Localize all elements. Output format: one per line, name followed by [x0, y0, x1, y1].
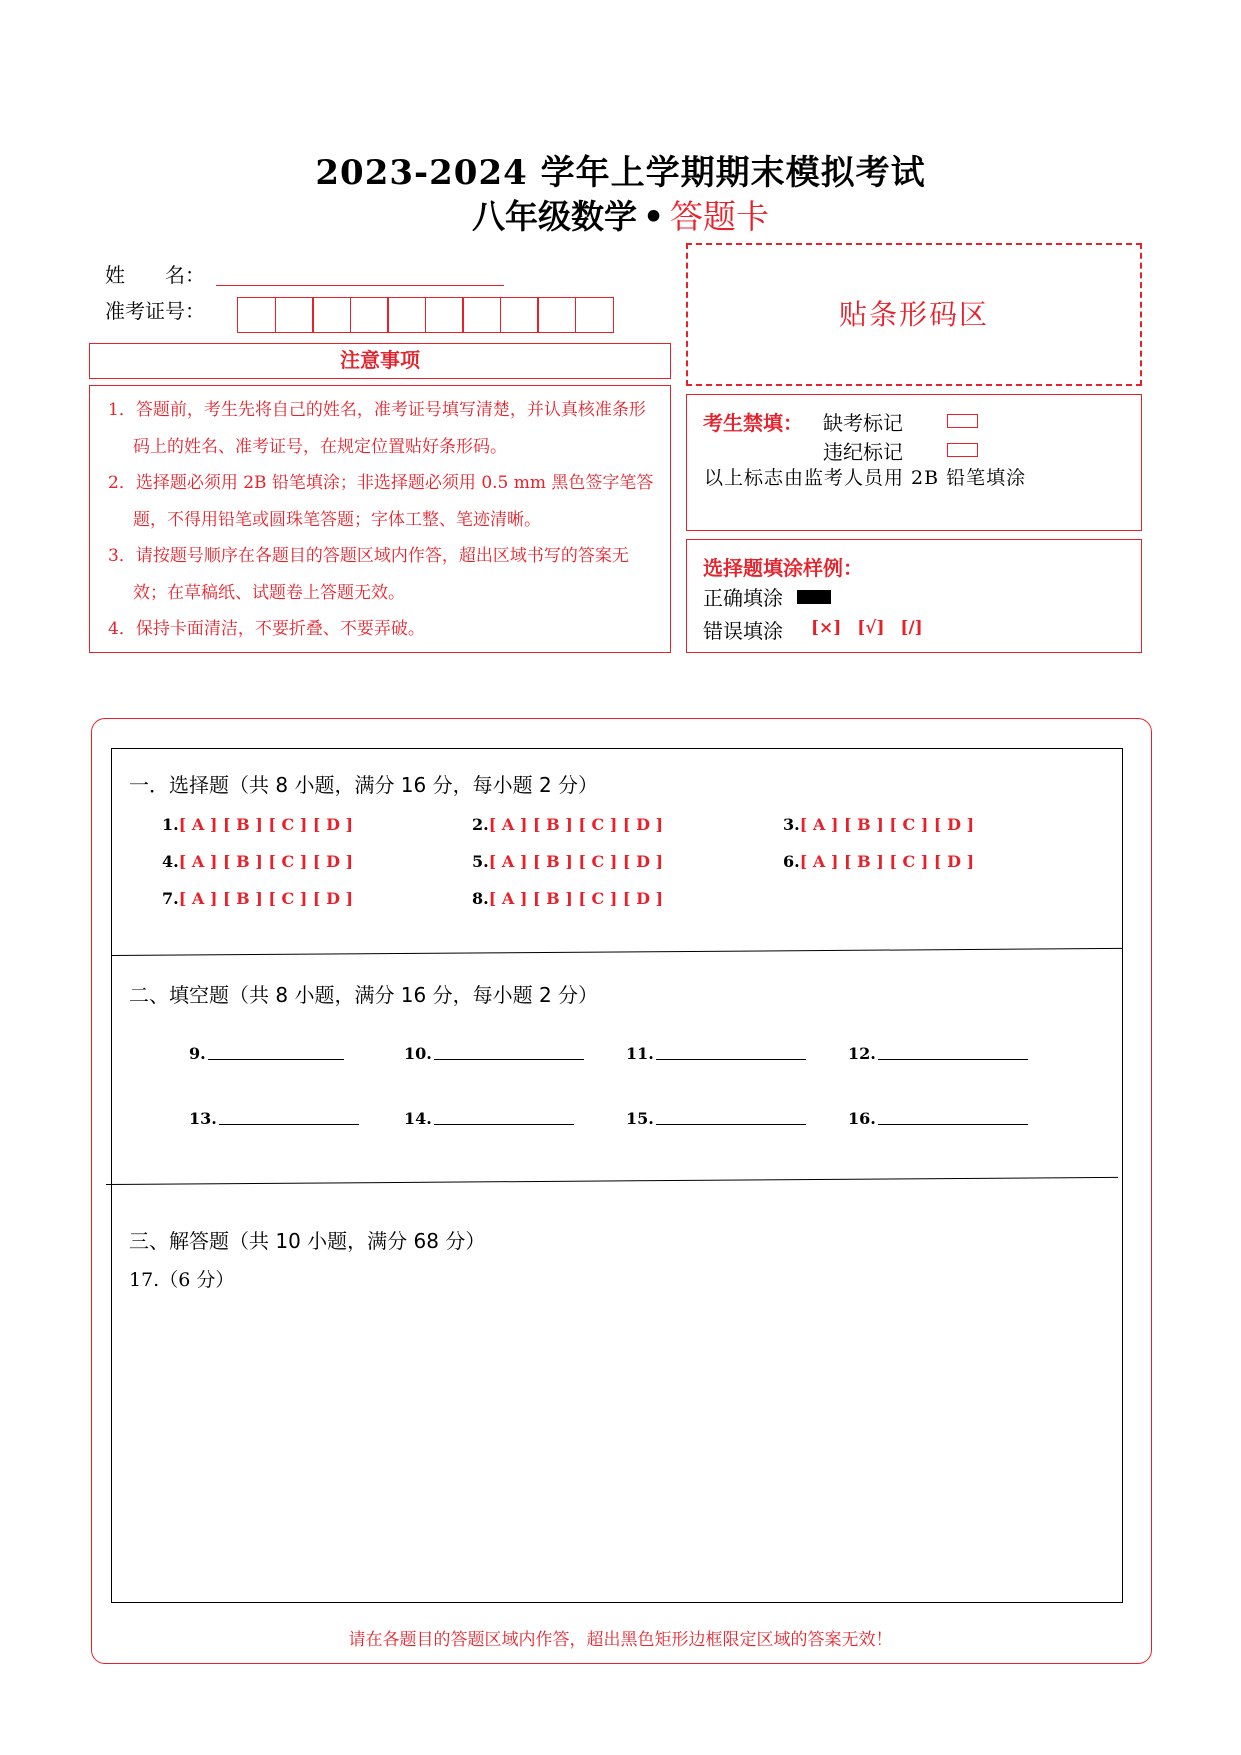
choice-options[interactable]: [ A ] [ B ] [ C ] [ D ]	[178, 852, 354, 871]
question-number: 7.	[162, 889, 179, 908]
choice-options[interactable]: [ A ] [ B ] [ C ] [ D ]	[178, 815, 354, 834]
subject-label: 八年级数学	[471, 197, 637, 236]
section-choice-title: 一．选择题（共 8 小题，满分 16 分，每小题 2 分）	[129, 773, 599, 797]
choice-options[interactable]: [ A ] [ B ] [ C ] [ D ]	[799, 815, 975, 834]
question-number: 4.	[162, 852, 179, 871]
section-solution-title: 三、解答题（共 10 小题，满分 68 分）	[129, 1229, 486, 1253]
choice-question[interactable]	[783, 852, 974, 871]
choice-question[interactable]	[162, 852, 353, 871]
question-17-answer-area[interactable]	[113, 1300, 1121, 1600]
question-number: 16.	[848, 1109, 876, 1128]
card-title	[0, 191, 1241, 238]
violation-mark-label: 违纪标记	[823, 440, 903, 464]
barcode-label: 贴条形码区	[838, 298, 989, 331]
correct-fill-label: 正确填涂	[703, 586, 783, 610]
section-fill-title: 二、填空题（共 8 小题，满分 16 分，每小题 2 分）	[129, 983, 599, 1007]
question-number: 6.	[783, 852, 800, 871]
choice-options[interactable]: [ A ] [ B ] [ C ] [ D ]	[488, 889, 664, 908]
wrong-fill-examples: [×] [√] [/]	[811, 618, 923, 638]
choice-options[interactable]: [ A ] [ B ] [ C ] [ D ]	[178, 889, 354, 908]
question-number: 11.	[626, 1044, 654, 1063]
question-number: 9.	[189, 1044, 206, 1063]
violation-mark-box[interactable]	[947, 443, 978, 457]
exam-id-boxes	[237, 297, 612, 333]
question-number: 5.	[472, 852, 489, 871]
exam-id-digit-box[interactable]	[575, 297, 614, 333]
question-number: 1.	[162, 815, 179, 834]
answer-line[interactable]	[434, 1124, 574, 1125]
fill-question	[189, 1044, 344, 1063]
question-number: 12.	[848, 1044, 876, 1063]
name-field[interactable]	[216, 285, 504, 286]
question-number: 2.	[472, 815, 489, 834]
notice-item: 2．选择题必须用 2B 铅笔填涂；非选择题必须用 0.5 mm 黑色签字笔答题，不得用铅笔或圆珠笔答题；字体工整、笔迹清晰。	[108, 473, 654, 530]
exam-id-digit-box[interactable]	[462, 297, 501, 333]
question-number: 10.	[404, 1044, 432, 1063]
choice-question[interactable]	[472, 852, 663, 871]
exam-id-digit-box[interactable]	[312, 297, 351, 333]
question-number: 8.	[472, 889, 489, 908]
answer-line[interactable]	[434, 1059, 584, 1060]
answer-line[interactable]	[878, 1059, 1028, 1060]
choice-question[interactable]	[472, 815, 663, 834]
exam-id-digit-box[interactable]	[275, 297, 314, 333]
choice-options[interactable]: [ A ] [ B ] [ C ] [ D ]	[488, 815, 664, 834]
question-number: 13.	[189, 1109, 217, 1128]
proctor-only-box	[686, 394, 1142, 531]
choice-options[interactable]: [ A ] [ B ] [ C ] [ D ]	[488, 852, 664, 871]
exam-id-digit-box[interactable]	[350, 297, 389, 333]
fill-sample-title: 选择题填涂样例：	[703, 556, 863, 580]
title-separator: •	[642, 197, 665, 236]
fill-question	[189, 1109, 359, 1128]
answer-line[interactable]	[656, 1059, 806, 1060]
absent-mark-box[interactable]	[947, 414, 978, 428]
fill-question	[626, 1044, 806, 1063]
proctor-only-title: 考生禁填：	[703, 411, 803, 435]
absent-mark-label: 缺考标记	[823, 411, 903, 435]
choice-question[interactable]	[472, 889, 663, 908]
fill-question	[404, 1044, 584, 1063]
notice-list	[89, 385, 671, 653]
exam-id-digit-box[interactable]	[425, 297, 464, 333]
notice-heading: 注意事项	[89, 343, 671, 379]
choice-question[interactable]	[162, 889, 353, 908]
fill-sample-box	[686, 539, 1142, 653]
choice-options[interactable]: [ A ] [ B ] [ C ] [ D ]	[799, 852, 975, 871]
answer-line[interactable]	[656, 1124, 806, 1125]
fill-question	[626, 1109, 806, 1128]
name-label: 姓 名：	[105, 263, 205, 287]
answer-line[interactable]	[219, 1124, 359, 1125]
question-number: 14.	[404, 1109, 432, 1128]
answer-line[interactable]	[208, 1059, 344, 1060]
barcode-area	[686, 243, 1142, 386]
boundary-warning: 请在各题目的答题区域内作答，超出黑色矩形边框限定区域的答案无效！	[348, 1630, 893, 1650]
notice-item: 1．答题前，考生先将自己的姓名，准考证号填写清楚，并认真核准条形码上的姓名、准考证号，在规定位置贴好条形码。	[108, 400, 646, 457]
notice-item: 3．请按题号顺序在各题目的答题区域内作答，超出区域书写的答案无效；在草稿纸、试题卷上答题无效。	[108, 546, 629, 603]
choice-question[interactable]	[162, 815, 353, 834]
question-number: 3.	[783, 815, 800, 834]
exam-id-digit-box[interactable]	[537, 297, 576, 333]
answer-line[interactable]	[878, 1124, 1028, 1125]
wrong-fill-label: 错误填涂	[703, 619, 783, 643]
fill-question	[848, 1044, 1028, 1063]
notice-item: 4．保持卡面清洁，不要折叠、不要弄破。	[108, 619, 425, 639]
proctor-note: 以上标志由监考人员用 2B 铅笔填涂	[704, 467, 1027, 489]
exam-id-label: 准考证号：	[105, 299, 205, 323]
exam-title: 2023-2024 学年上学期期末模拟考试	[315, 153, 926, 193]
question-17-label: 17.（6 分）	[129, 1269, 235, 1291]
correct-fill-example	[797, 590, 831, 604]
choice-question[interactable]	[783, 815, 974, 834]
exam-id-digit-box[interactable]	[500, 297, 539, 333]
fill-question	[848, 1109, 1028, 1128]
question-number: 15.	[626, 1109, 654, 1128]
fill-question	[404, 1109, 574, 1128]
exam-id-digit-box[interactable]	[387, 297, 426, 333]
answer-card-label: 答题卡	[670, 197, 770, 236]
exam-id-digit-box[interactable]	[237, 297, 276, 333]
